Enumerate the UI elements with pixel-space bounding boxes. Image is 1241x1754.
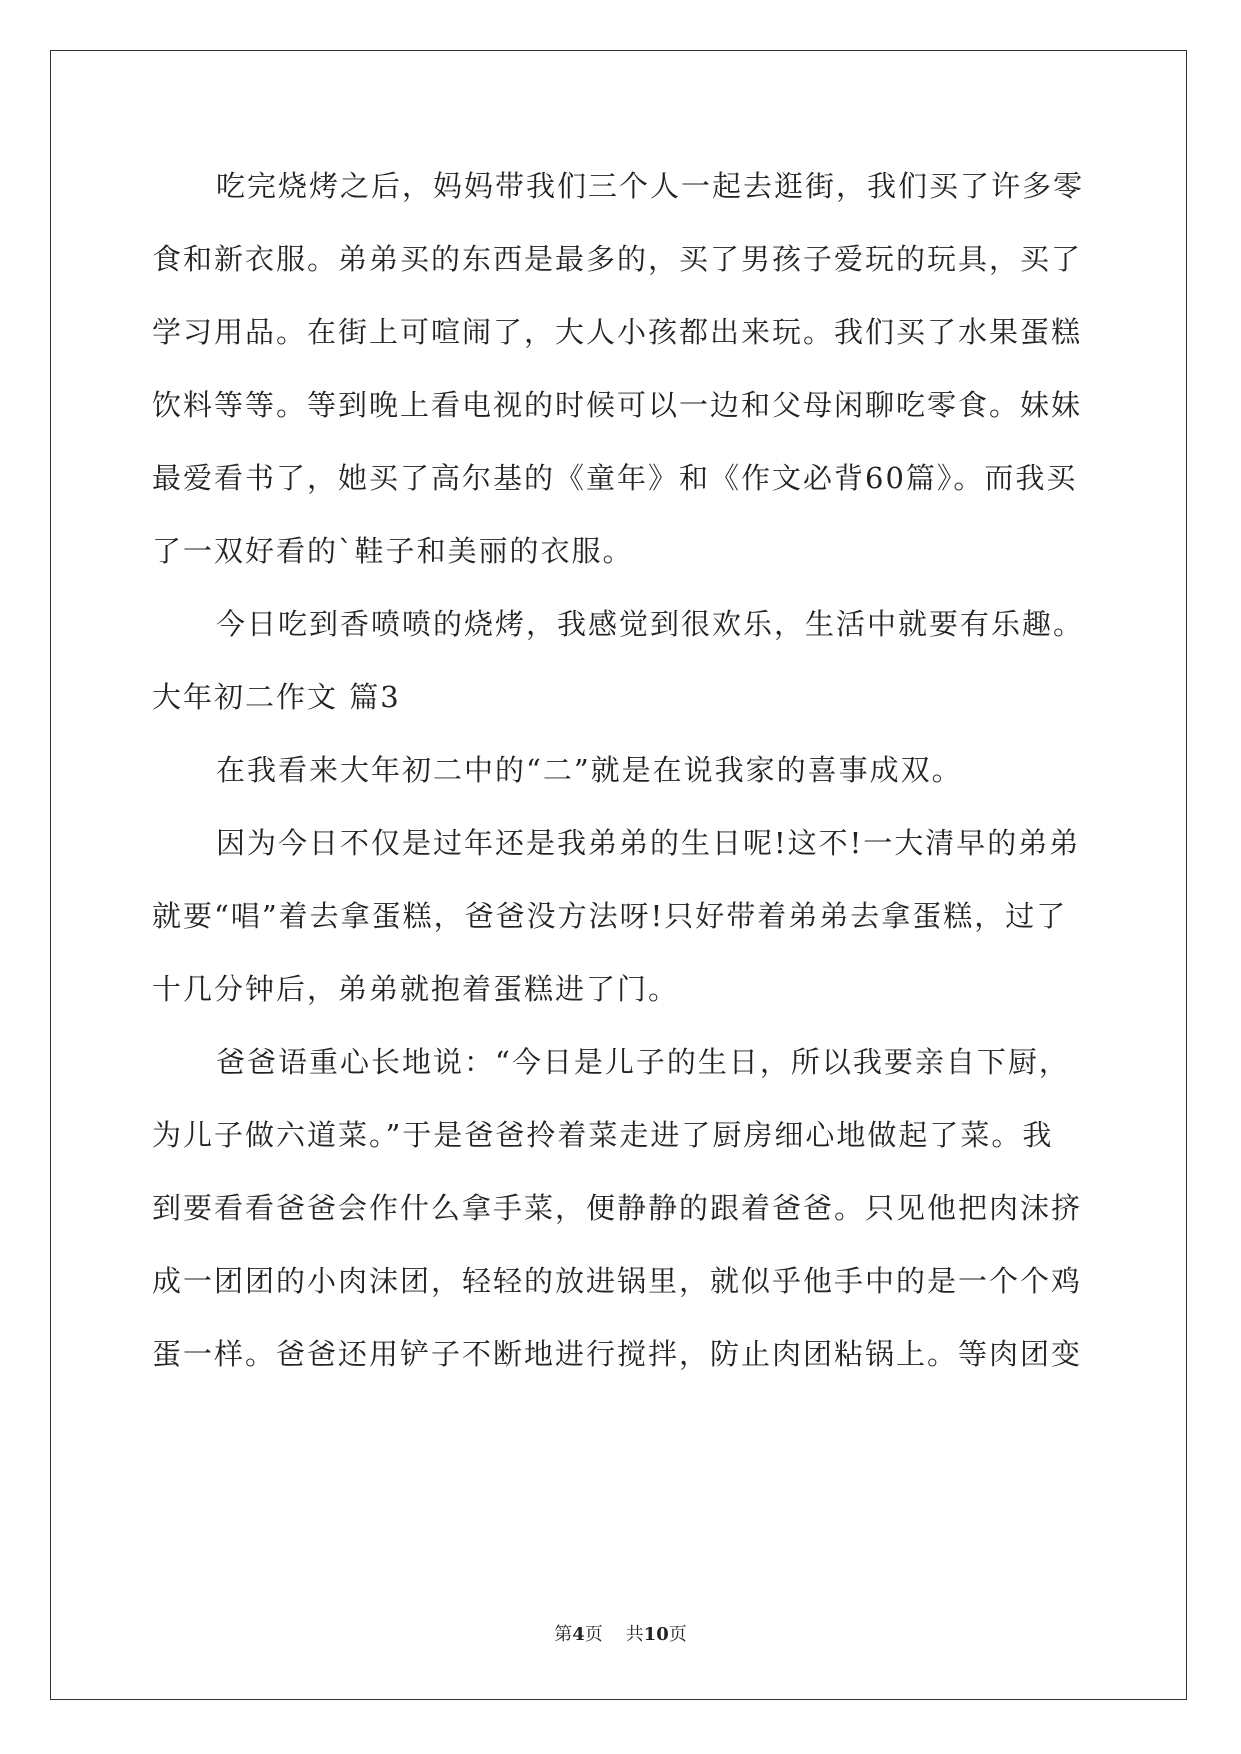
page-border bbox=[50, 50, 1187, 1700]
text-line: 饮料等等。等到晚上看电视的时候可以一边和父母闲聊吃零食。妹妹 bbox=[152, 388, 1083, 422]
total-pages: 10 bbox=[643, 1624, 669, 1645]
total-pages-unit: 页 bbox=[668, 1624, 687, 1645]
text-line: 成一团团的小肉沫团，轻轻的放进锅里，就似乎他手中的是一个个鸡 bbox=[152, 1264, 1083, 1298]
text-line: 在我看来大年初二中的“二”就是在说我家的喜事成双。 bbox=[216, 753, 963, 787]
total-pages-prefix: 共 bbox=[625, 1624, 644, 1645]
section-heading: 大年初二作文 篇3 bbox=[152, 680, 401, 714]
page-number-unit: 页 bbox=[584, 1624, 603, 1645]
page-number: 4 bbox=[572, 1624, 585, 1645]
text-line: 了一双好看的`鞋子和美丽的衣服。 bbox=[152, 534, 634, 568]
text-line: 学习用品。在街上可喧闹了，大人小孩都出来玩。我们买了水果蛋糕 bbox=[152, 315, 1083, 349]
text-line: 今日吃到香喷喷的烧烤，我感觉到很欢乐，生活中就要有乐趣。 bbox=[216, 607, 1085, 641]
text-line: 爸爸语重心长地说：“今日是儿子的生日，所以我要亲自下厨， bbox=[216, 1045, 1070, 1079]
text-line: 最爱看书了，她买了高尔基的《童年》和《作文必背60篇》。而我买 bbox=[152, 461, 1078, 495]
text-line: 因为今日不仅是过年还是我弟弟的生日呢!这不!一大清早的弟弟 bbox=[216, 826, 1081, 860]
text-line: 就要“唱”着去拿蛋糕，爸爸没方法呀!只好带着弟弟去拿蛋糕，过了 bbox=[152, 899, 1068, 933]
text-line: 食和新衣服。弟弟买的东西是最多的，买了男孩子爱玩的玩具，买了 bbox=[152, 242, 1083, 276]
text-line: 为儿子做六道菜。”于是爸爸拎着菜走进了厨房细心地做起了菜。我 bbox=[152, 1118, 1054, 1152]
text-line: 蛋一样。爸爸还用铲子不断地进行搅拌，防止肉团粘锅上。等肉团变 bbox=[152, 1337, 1083, 1371]
text-line: 十几分钟后，弟弟就抱着蛋糕进了门。 bbox=[152, 972, 680, 1006]
page-number-prefix: 第 bbox=[554, 1624, 573, 1645]
page-footer bbox=[0, 1620, 1241, 1646]
text-line: 吃完烧烤之后，妈妈带我们三个人一起去逛街，我们买了许多零 bbox=[216, 169, 1085, 203]
text-line: 到要看看爸爸会作什么拿手菜，便静静的跟着爸爸。只见他把肉沫挤 bbox=[152, 1191, 1083, 1225]
